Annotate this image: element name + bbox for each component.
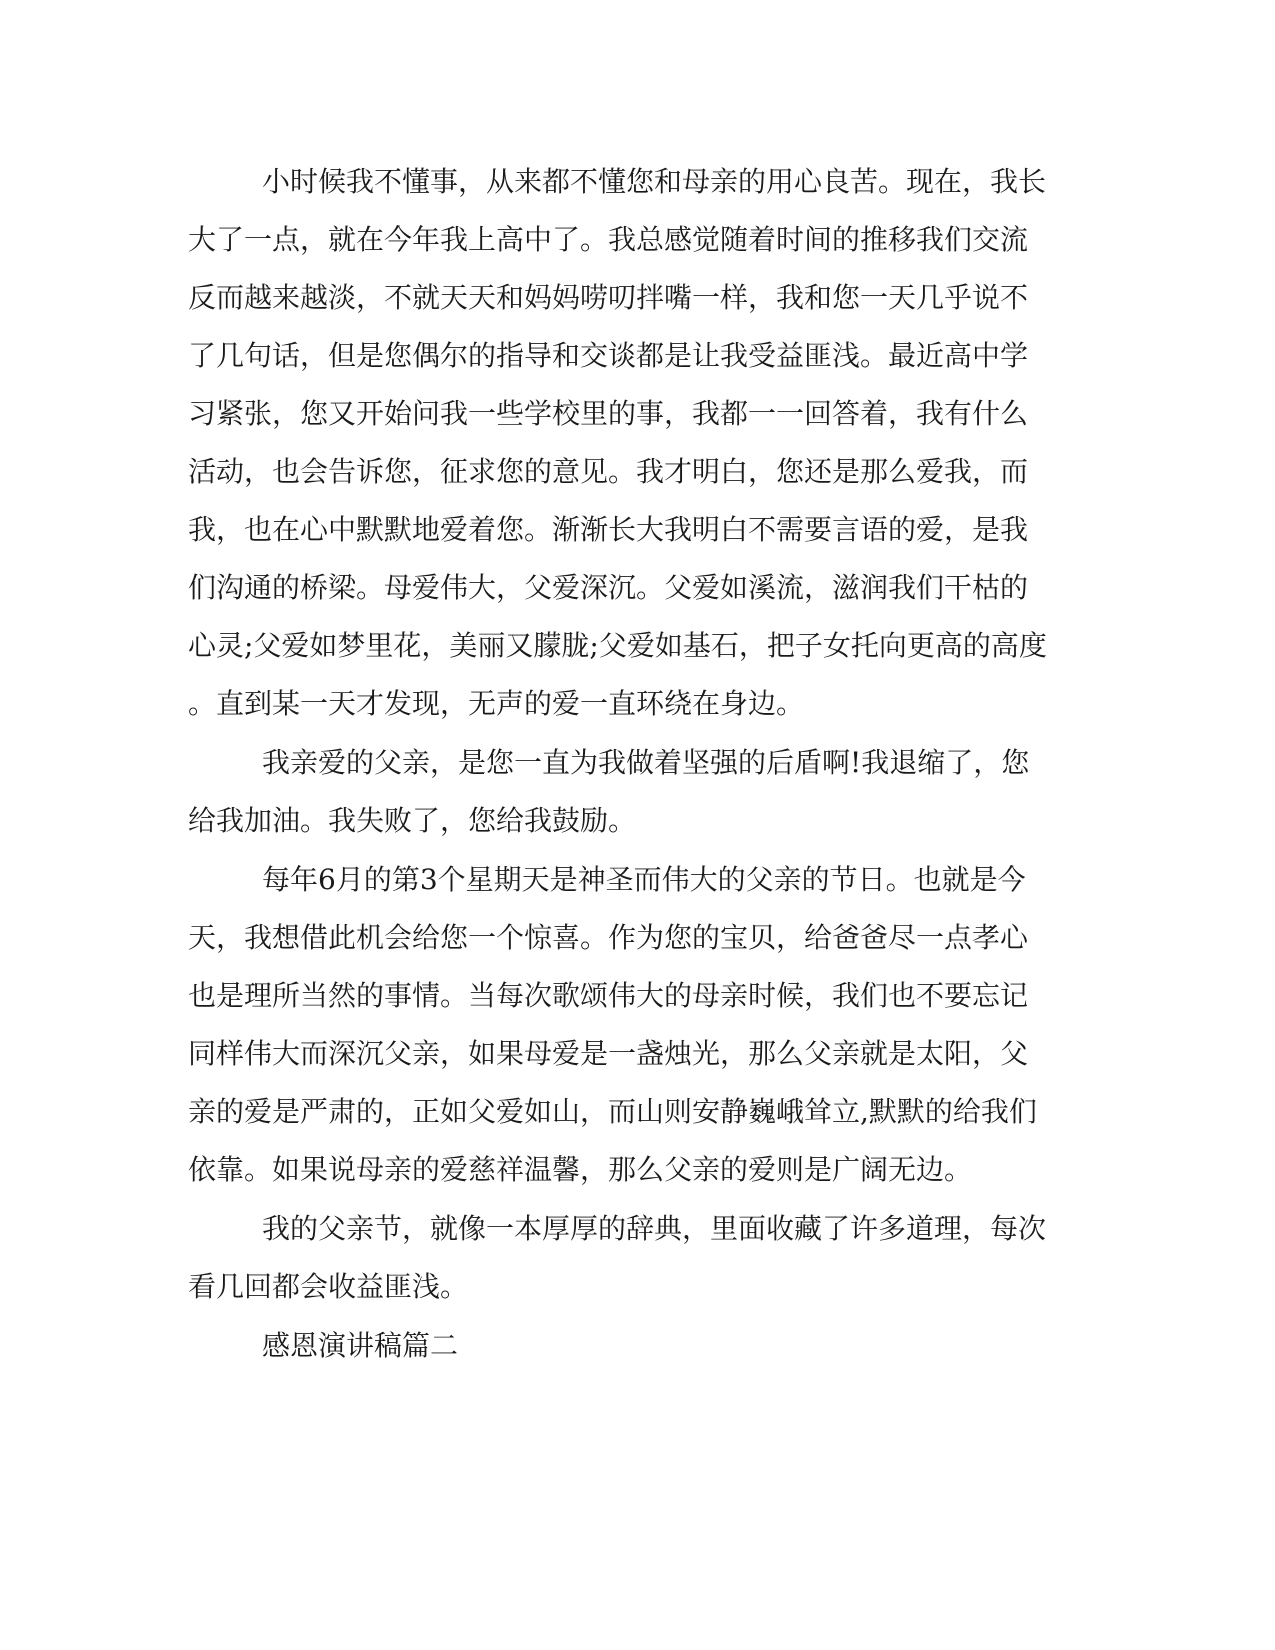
paragraph-2-line-2: 给我加油。我失败了，您给我鼓励。 (188, 804, 637, 837)
paragraph-1-line-5: 习紧张，您又开始问我一些学校里的事，我都一一回答着，我有什么 (188, 397, 1029, 430)
paragraph-1-line-4: 了几句话，但是您偶尔的指导和交谈都是让我受益匪浅。最近高中学 (188, 339, 1029, 372)
paragraph-3-line-5: 亲的爱是严肃的，正如父爱如山，而山则安静巍峨耸立,默默的给我们 (188, 1095, 1037, 1128)
section-heading: 感恩演讲稿篇二 (262, 1329, 459, 1362)
paragraph-4-line-1: 我的父亲节，就像一本厚厚的辞典，里面收藏了许多道理，每次 (262, 1212, 1047, 1245)
paragraph-1-line-10: 。直到某一天才发现，无声的爱一直环绕在身边。 (188, 687, 805, 720)
paragraph-3-line-3: 也是理所当然的事情。当每次歌颂伟大的母亲时候，我们也不要忘记 (188, 979, 1029, 1012)
paragraph-3-line-2: 天，我想借此机会给您一个惊喜。作为您的宝贝，给爸爸尽一点孝心 (188, 921, 1029, 954)
paragraph-3-line-1: 每年6月的第3个星期天是神圣而伟大的父亲的节日。也就是今 (262, 863, 1026, 896)
paragraph-1-line-6: 活动，也会告诉您，征求您的意见。我才明白，您还是那么爱我，而 (188, 455, 1029, 488)
paragraph-1-line-9: 心灵;父爱如梦里花，美丽又朦胧;父爱如基石，把子女托向更高的高度 (188, 629, 1047, 662)
paragraph-2-line-1: 我亲爱的父亲，是您一直为我做着坚强的后盾啊!我退缩了，您 (262, 746, 1030, 779)
paragraph-1-line-8: 们沟通的桥梁。母爱伟大，父爱深沉。父爱如溪流，滋润我们干枯的 (188, 571, 1029, 604)
paragraph-4-line-2: 看几回都会收益匪浅。 (188, 1270, 469, 1303)
paragraph-3-line-4: 同样伟大而深沉父亲，如果母爱是一盏烛光，那么父亲就是太阳，父 (188, 1037, 1029, 1070)
paragraph-3-line-6: 依靠。如果说母亲的爱慈祥温馨，那么父亲的爱则是广阔无边。 (188, 1153, 973, 1186)
paragraph-1-line-7: 我，也在心中默默地爱着您。渐渐长大我明白不需要言语的爱，是我 (188, 513, 1029, 546)
paragraph-1-line-2: 大了一点，就在今年我上高中了。我总感觉随着时间的推移我们交流 (188, 223, 1029, 256)
paragraph-1-line-3: 反而越来越淡，不就天天和妈妈唠叨拌嘴一样，我和您一天几乎说不 (188, 281, 1029, 314)
paragraph-1-line-1: 小时候我不懂事，从来都不懂您和母亲的用心良苦。现在，我长 (262, 165, 1047, 198)
